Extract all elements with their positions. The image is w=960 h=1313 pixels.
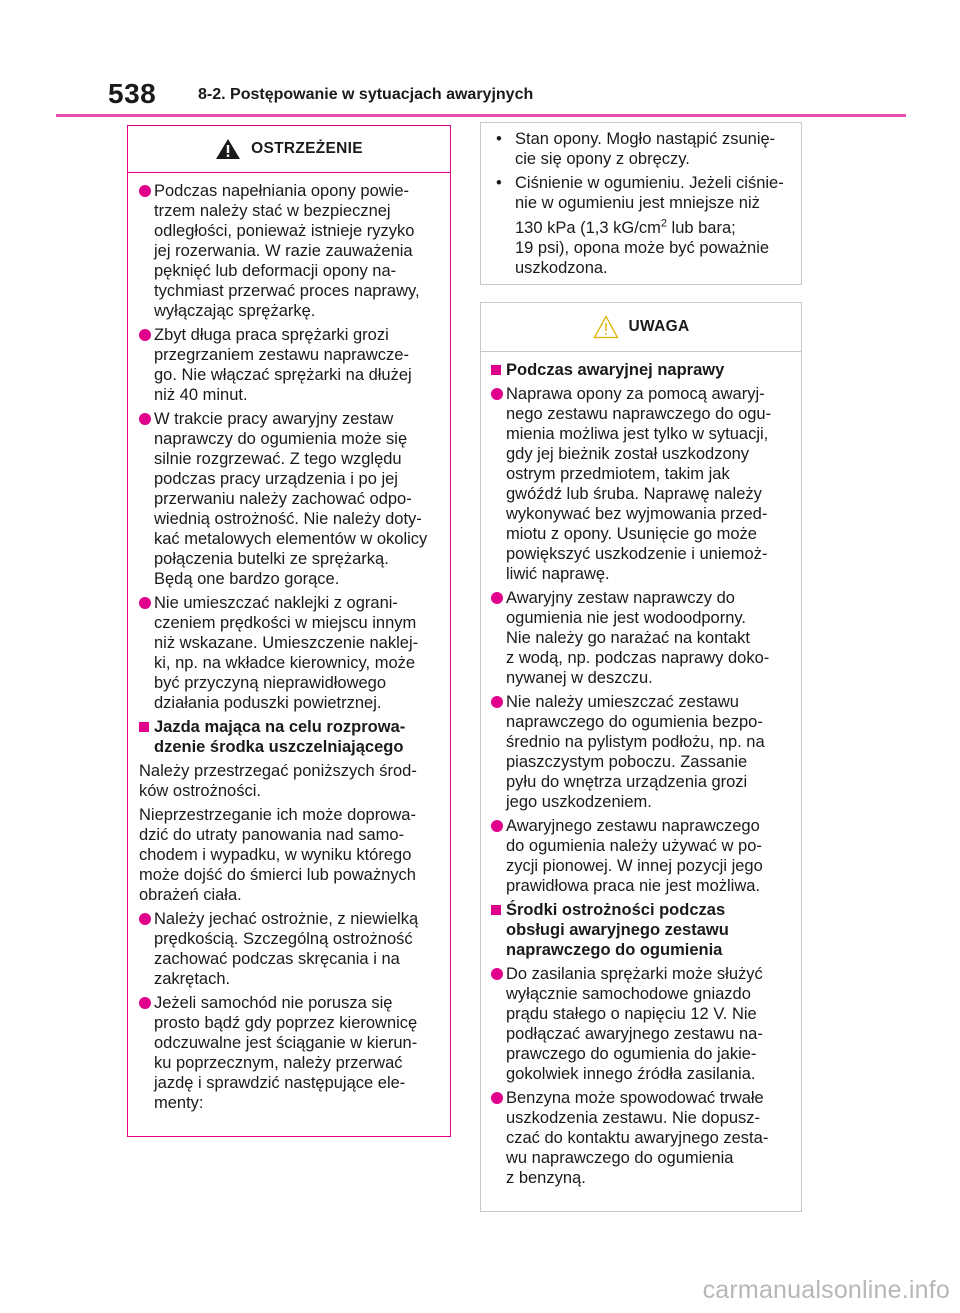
header-rule	[56, 114, 906, 117]
bullet-item	[139, 909, 443, 989]
bullet-dot-icon	[491, 696, 503, 708]
bullet-item	[139, 593, 443, 713]
bullet-item	[491, 692, 795, 812]
subheading	[491, 900, 795, 960]
notice-triangle-icon	[593, 315, 619, 339]
bullet-item	[491, 588, 795, 688]
subheading	[139, 717, 443, 757]
subheading-text: Podczas awaryjnej naprawy	[506, 361, 725, 379]
bullet-dot-icon	[139, 997, 151, 1009]
square-bullet-icon	[491, 365, 501, 375]
square-bullet-icon	[139, 722, 149, 732]
list-item-text: Stan opony. Mogło nastąpić zsunię- cie się opony z obręczy.	[515, 130, 776, 168]
subheading-text: Jazda mająca na celu rozprowa- dzenie środka uszczelniającego	[154, 718, 406, 756]
superscript: 2	[660, 217, 667, 229]
notice-body	[481, 352, 801, 1188]
bullet-text: Należy jechać ostrożnie, z niewielką prędkością. Szczególną ostrożność zachować podczas skręcania i na zakrętach.	[154, 910, 419, 988]
bullet-dot-icon	[139, 329, 151, 341]
bullet-dot-icon	[139, 913, 151, 925]
bullet-text: Do zasilania sprężarki może służyć wyłącznie samochodowe gniazdo prądu stałego o napięciu 12 V. Nie podłączać awaryjnego zestawu na- prawczego do ogumienia do jakie- gokolwiek innego źródła zasilania.	[506, 965, 763, 1083]
bullet-text: Nie umieszczać naklejki z ograni- czeniem prędkości w miejscu innym niż wskazane. Umieszczenie naklej- ki, np. na wkładce kierownicy, może być przyczyną nieprawidłowego działania poduszki powietrznej.	[154, 594, 419, 712]
bullet-text: Zbyt długa praca sprężarki grozi przegrzaniem zestawu naprawcze- go. Nie włączać sprężarki na dłużej niż 40 minut.	[154, 326, 412, 404]
notice-box	[480, 302, 802, 1212]
warning-box-header	[128, 126, 450, 173]
warning-box	[127, 125, 451, 1137]
warning-title: OSTRZEŻENIE	[251, 140, 363, 157]
subheading-text: Środki ostrożności podczas obsługi awaryjnego zestawu naprawczego do ogumienia	[506, 901, 729, 959]
bullet-text: Podczas napełniania opony powie- trzem należy stać w bezpiecznej odległości, ponieważ istnieje ryzyko jej rozerwania. W razie zauważenia pęknięć lub deformacji opony na- tychmiast przerwać proces naprawy, wyłączając sprężarkę.	[154, 182, 420, 320]
continued-list	[481, 123, 801, 278]
bullet-text: Benzyna może spowodować trwałe uszkodzenia zestawu. Nie dopusz- czać do kontaktu awaryjnego zesta- wu naprawczego do ogumienia z benzyną.	[506, 1089, 769, 1187]
notice-title: UWAGA	[628, 318, 690, 335]
watermark: carmanualsonline.info	[702, 1276, 950, 1304]
bullet-item	[139, 181, 443, 321]
list-item	[495, 129, 793, 169]
bullet-item	[139, 409, 443, 589]
warning-triangle-icon	[215, 138, 241, 160]
bullet-dot-icon	[491, 820, 503, 832]
paragraph	[139, 761, 443, 801]
subheading	[491, 360, 795, 380]
square-bullet-icon	[491, 905, 501, 915]
bullet-text: Nie należy umieszczać zestawu naprawczego do ogumienia bezpo- średnio na pylistym podłożu, np. na piaszczystym poboczu. Zassanie pyłu do wnętrza urządzenia grozi jego uszkodzeniem.	[506, 693, 765, 811]
warning-body	[128, 173, 450, 1113]
bullet-dot-icon	[491, 1092, 503, 1104]
bullet-mark: •	[496, 174, 502, 192]
notice-box-header	[481, 303, 801, 352]
bullet-dot-icon	[139, 413, 151, 425]
bullet-text: Awaryjny zestaw naprawczy do ogumienia nie jest wodoodporny. Nie należy go narażać na kontakt z wodą, np. podczas naprawy doko- nywanej w deszczu.	[506, 589, 770, 687]
paragraph	[139, 805, 443, 905]
section-title: 8-2. Postępowanie w sytuacjach awaryjnych	[198, 86, 534, 103]
paragraph-text: Nieprzestrzeganie ich może doprowa- dzić do utraty panowania nad samo- chodem i wypadku, w wyniku którego może dojść do śmierci lub poważnych obrażeń ciała.	[139, 806, 416, 904]
continued-list-box	[480, 122, 802, 285]
bullet-item	[491, 964, 795, 1084]
bullet-text: Awaryjnego zestawu naprawczego do ogumienia należy używać w po- zycji pionowej. W innej pozycji jego prawidłowa praca nie jest możliwa.	[506, 817, 763, 895]
paragraph-text: Należy przestrzegać poniższych środ- ków ostrożności.	[139, 762, 417, 800]
bullet-dot-icon	[139, 597, 151, 609]
bullet-item	[491, 384, 795, 584]
bullet-item	[491, 816, 795, 896]
bullet-dot-icon	[491, 592, 503, 604]
list-item-text: Ciśnienie w ogumieniu. Jeżeli ciśnie- nie w ogumieniu jest mniejsze niż 130 kPa (1,3 kG/cm	[515, 174, 784, 237]
bullet-dot-icon	[139, 185, 151, 197]
bullet-dot-icon	[491, 968, 503, 980]
page-number: 538	[108, 78, 157, 109]
bullet-item	[139, 993, 443, 1113]
bullet-item	[139, 325, 443, 405]
bullet-text: W trakcie pracy awaryjny zestaw naprawczy do ogumienia może się silnie rozgrzewać. Z tego względu podczas pracy urządzenia i po jej przerwaniu należy zachować odpo- wiednią ostrożność. Nie należy doty- kać metalowych elementów w okolicy połączenia butelki ze sprężarką. Będą one bardzo gorące.	[154, 410, 428, 588]
bullet-text: Jeżeli samochód nie porusza się prosto bądź gdy poprzez kierownicę odczuwalne jest ściąganie w kierun- ku poprzecznym, należy przerwać jazdę i sprawdzić następujące ele- menty:	[154, 994, 418, 1112]
bullet-mark: •	[496, 130, 502, 148]
bullet-text: Naprawa opony za pomocą awaryj- nego zestawu naprawczego do ogu- mienia możliwa jest tylko w sytuacji, gdy jej bieżnik został uszkodzony ostrym przedmiotem, takim jak gwóźdź lub śruba. Naprawę należy wykonywać bez wyjmowania przed- miotu z opony. Usunięcie go może powiększyć uszkodzenie i uniemoż- liwić naprawę.	[506, 385, 772, 583]
bullet-item	[491, 1088, 795, 1188]
bullet-dot-icon	[491, 388, 503, 400]
list-item-text: lub bara; 19 psi), opona może być poważnie uszkodzona.	[515, 218, 770, 277]
list-item	[495, 173, 793, 278]
